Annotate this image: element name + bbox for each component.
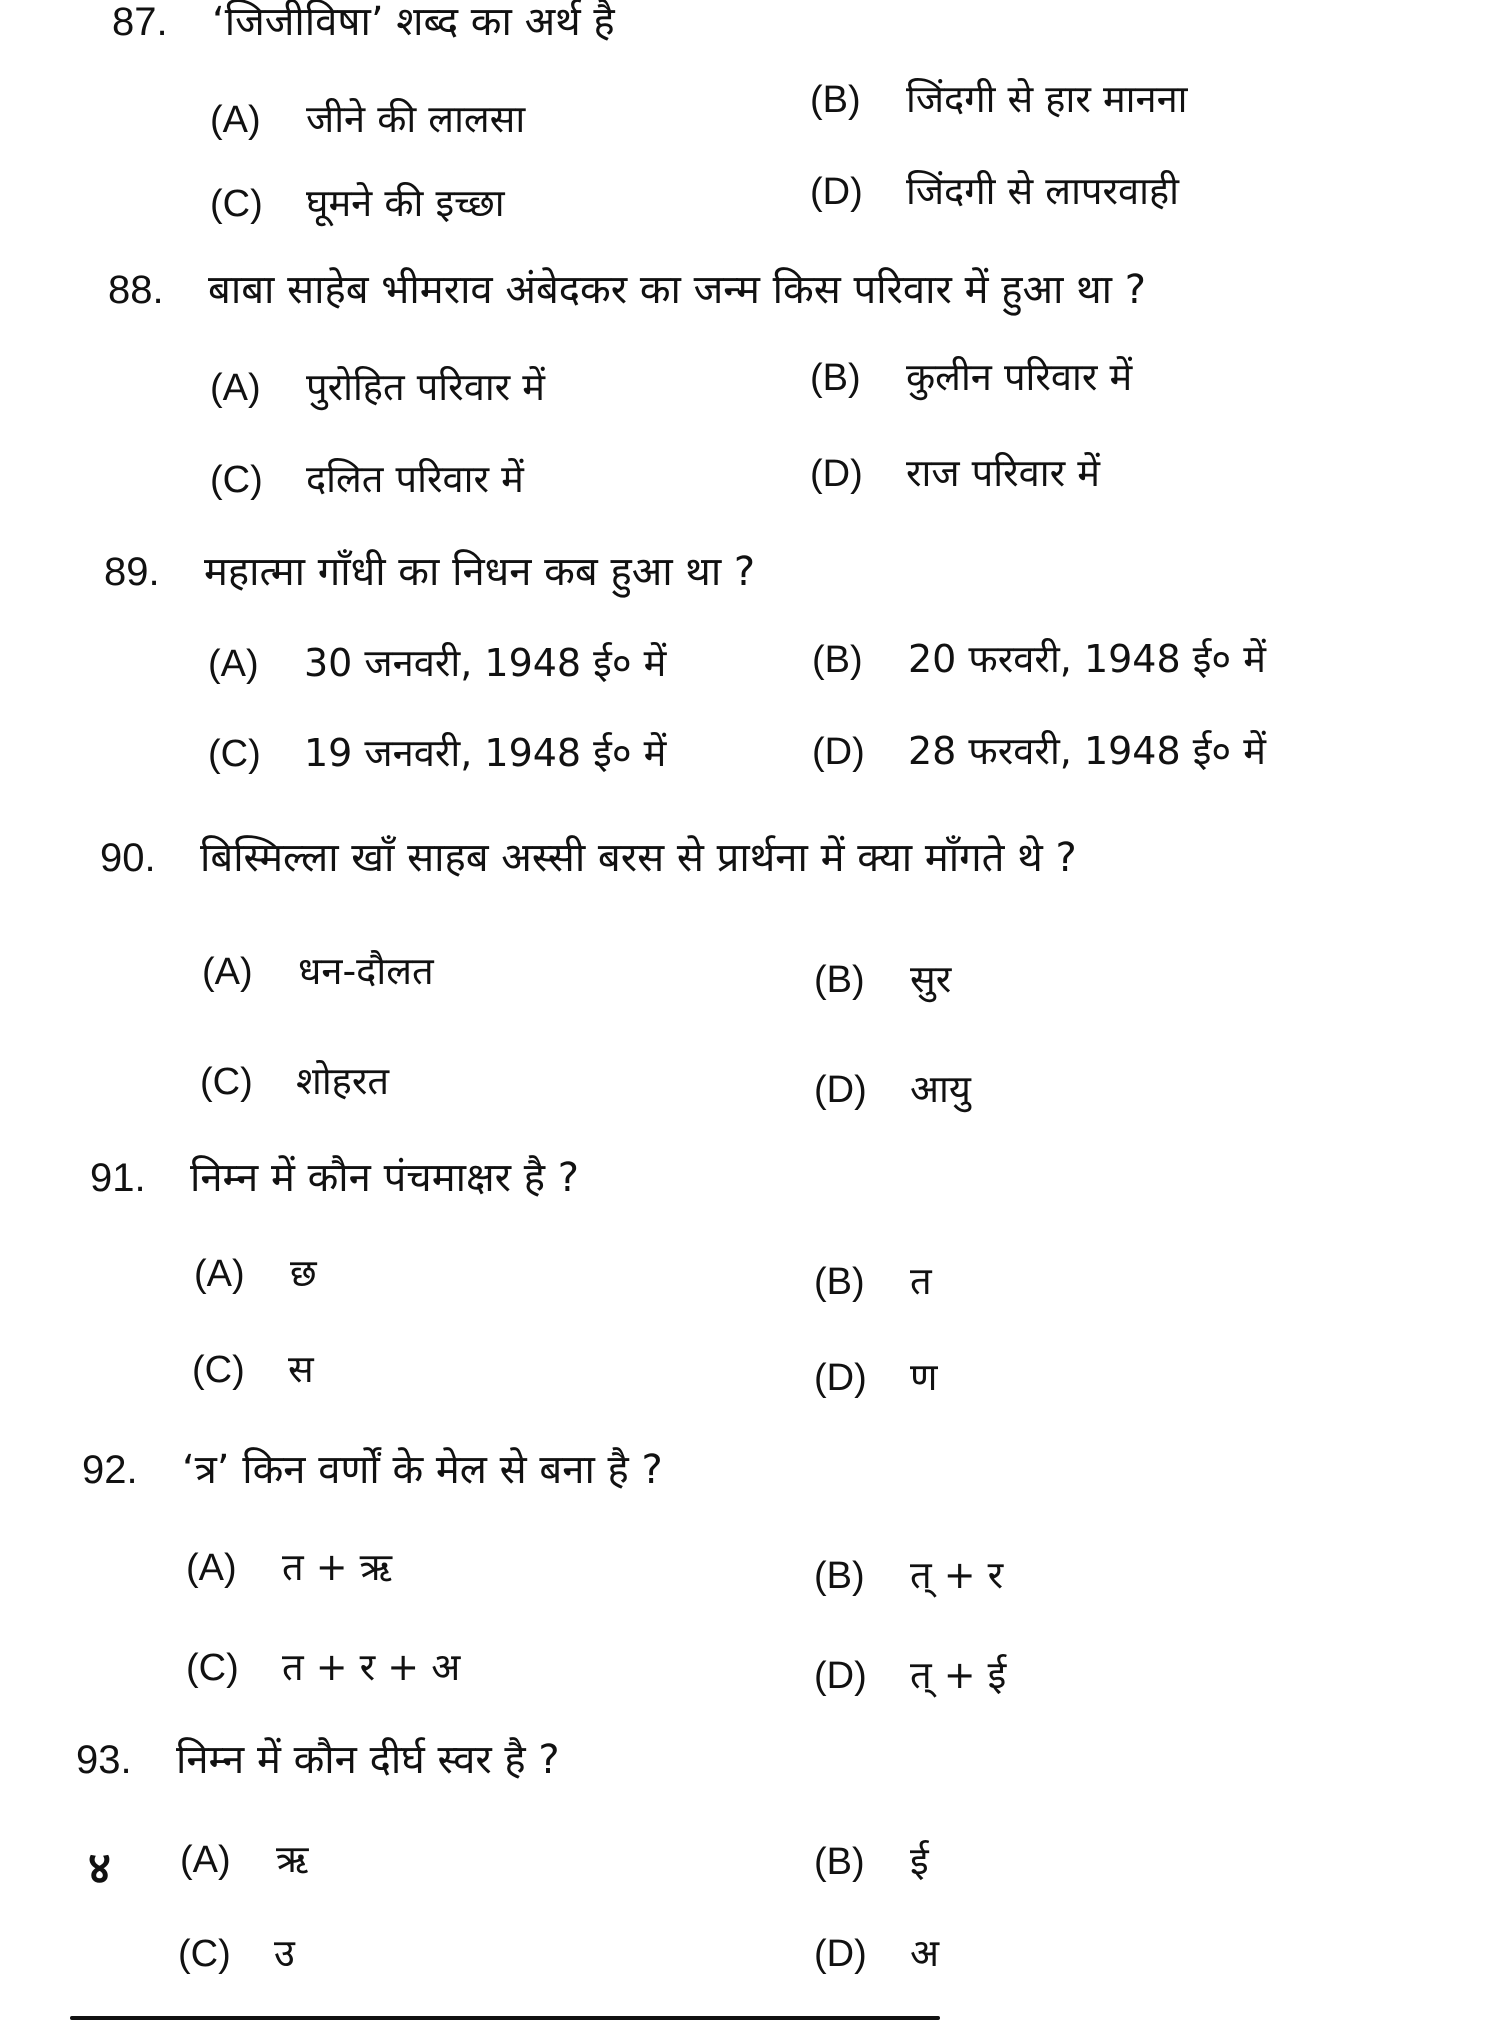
option-91-c[interactable]: [192, 1346, 314, 1393]
option-text: दलित परिवार में: [306, 457, 524, 501]
option-92-d[interactable]: [814, 1652, 1006, 1699]
option-text: 20 फरवरी, 1948 ई० में: [908, 637, 1266, 681]
option-text: 30 जनवरी, 1948 ई० में: [304, 641, 667, 685]
option-text: शोहरत: [296, 1059, 390, 1103]
option-text: 19 जनवरी, 1948 ई० में: [304, 731, 667, 775]
question-87: [112, 0, 615, 46]
option-90-b[interactable]: [814, 956, 951, 1003]
option-text: जिंदगी से हार मानना: [906, 77, 1188, 121]
question-91: [90, 1154, 579, 1202]
option-label: (D): [814, 1933, 867, 1975]
option-label: (C): [210, 459, 263, 501]
option-label: (A): [202, 951, 253, 993]
option-93-b[interactable]: [814, 1838, 929, 1885]
option-91-a[interactable]: [194, 1250, 317, 1297]
option-label: (C): [208, 733, 261, 775]
bottom-rule: [70, 2016, 940, 2020]
option-label: (B): [810, 357, 861, 399]
option-label: (B): [814, 1261, 865, 1303]
option-text: ई: [910, 1839, 929, 1883]
option-label: (C): [186, 1647, 239, 1689]
option-label: (D): [814, 1655, 867, 1697]
option-text: ण: [910, 1355, 938, 1399]
question-number: 92.: [82, 1448, 138, 1492]
option-text: त् + ई: [910, 1653, 1007, 1697]
option-label: (C): [200, 1061, 253, 1103]
question-text: निम्न में कौन दीर्घ स्वर है ?: [176, 1737, 560, 1783]
option-93-d[interactable]: [814, 1930, 939, 1977]
option-text: त: [910, 1259, 932, 1303]
option-87-b[interactable]: [810, 76, 1188, 123]
option-88-d[interactable]: [810, 450, 1100, 497]
option-label: (C): [178, 1933, 231, 1975]
option-89-b[interactable]: [812, 636, 1266, 683]
option-text: राज परिवार में: [906, 451, 1100, 495]
option-label: (C): [210, 183, 263, 225]
option-text: पुरोहित परिवार में: [306, 365, 546, 409]
question-92: [82, 1446, 663, 1494]
option-87-d[interactable]: [810, 168, 1179, 215]
option-text: त + र + अ: [282, 1645, 461, 1689]
option-label: (B): [812, 639, 863, 681]
option-text: स: [288, 1347, 314, 1391]
option-text: त + ऋ: [282, 1545, 393, 1589]
question-number: 88.: [108, 268, 164, 312]
option-label: (B): [810, 79, 861, 121]
option-text: 28 फरवरी, 1948 ई० में: [908, 729, 1266, 773]
option-90-a[interactable]: [202, 948, 434, 995]
option-label: (D): [814, 1069, 867, 1111]
option-87-a[interactable]: [210, 96, 525, 143]
option-93-c[interactable]: [178, 1930, 295, 1977]
option-label: (B): [814, 1841, 865, 1883]
option-text: धन-दौलत: [298, 949, 434, 993]
option-92-a[interactable]: [186, 1544, 392, 1591]
question-text: बाबा साहेब भीमराव अंबेदकर का जन्म किस परिवार में हुआ था ?: [208, 267, 1146, 313]
option-label: (A): [194, 1253, 245, 1295]
option-label: (D): [814, 1357, 867, 1399]
question-text: ‘जिजीविषा’ शब्द का अर्थ है: [212, 0, 615, 45]
question-number: 87.: [112, 0, 168, 44]
option-text: उ: [274, 1931, 295, 1975]
option-label: (A): [210, 99, 261, 141]
option-text: अ: [910, 1931, 940, 1975]
option-label: (A): [180, 1839, 231, 1881]
option-label: (C): [192, 1349, 245, 1391]
question-text: ‘त्र’ किन वर्णों के मेल से बना है ?: [182, 1447, 663, 1493]
question-90: [100, 834, 1077, 882]
option-88-c[interactable]: [210, 456, 524, 503]
question-88: [108, 266, 1146, 314]
option-text: छ: [290, 1251, 317, 1295]
option-93-a[interactable]: [180, 1836, 308, 1883]
question-text: बिस्मिल्ला खाँ साहब अस्सी बरस से प्रार्थना में क्या माँगते थे ?: [200, 835, 1077, 881]
option-87-c[interactable]: [210, 180, 505, 227]
question-number: 93.: [76, 1738, 132, 1782]
option-label: (B): [814, 1555, 865, 1597]
option-92-c[interactable]: [186, 1644, 460, 1691]
option-text: सुर: [910, 957, 952, 1001]
option-89-c[interactable]: [208, 730, 666, 777]
option-90-d[interactable]: [814, 1066, 971, 1113]
option-label: (D): [810, 171, 863, 213]
question-number: 89.: [104, 550, 160, 594]
option-text: जीने की लालसा: [306, 97, 526, 141]
option-label: (A): [208, 643, 259, 685]
option-89-d[interactable]: [812, 728, 1266, 775]
option-88-b[interactable]: [810, 354, 1132, 401]
option-text: घूमने की इच्छा: [306, 181, 505, 225]
option-text: ऋ: [276, 1837, 309, 1881]
option-90-c[interactable]: [200, 1058, 389, 1105]
option-label: (B): [814, 959, 865, 1001]
option-88-a[interactable]: [210, 364, 545, 411]
option-label: (A): [210, 367, 261, 409]
option-text: आयु: [910, 1067, 971, 1111]
option-label: (D): [812, 731, 865, 773]
question-text: महात्मा गाँधी का निधन कब हुआ था ?: [204, 549, 756, 595]
option-label: (D): [810, 453, 863, 495]
question-number: 91.: [90, 1156, 146, 1200]
question-number: 90.: [100, 836, 156, 880]
option-92-b[interactable]: [814, 1552, 1003, 1599]
question-text: निम्न में कौन पंचमाक्षर है ?: [190, 1155, 579, 1201]
option-text: जिंदगी से लापरवाही: [906, 169, 1180, 213]
option-label: (A): [186, 1547, 237, 1589]
question-93: [76, 1736, 560, 1784]
margin-mark: ४: [88, 1843, 111, 1894]
option-91-b[interactable]: [814, 1258, 932, 1305]
option-89-a[interactable]: [208, 640, 666, 687]
option-91-d[interactable]: [814, 1354, 937, 1401]
question-89: [104, 548, 755, 596]
option-text: कुलीन परिवार में: [906, 355, 1133, 399]
option-text: त् + र: [910, 1553, 1004, 1597]
